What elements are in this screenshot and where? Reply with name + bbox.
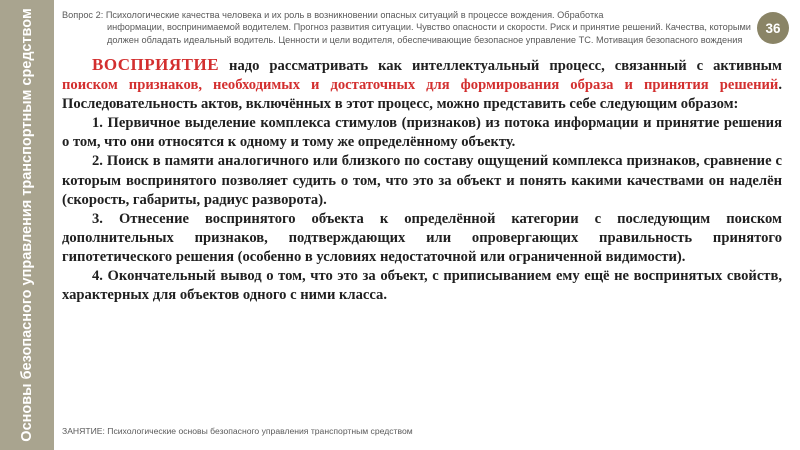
- intro-text-b: . Последовательность актов, включённых в этот процесс, можно представить себе следующим образом:: [62, 77, 782, 113]
- sidebar: [0, 0, 54, 450]
- question-line1: Психологические качества человека и их роль в возникновении опасных ситуаций в процессе вождения. Обработка: [105, 10, 604, 20]
- intro-highlight: поиском признаков, необходимых и достаточных для формирования образа и принятия решений: [62, 77, 779, 94]
- step-item-4: 4. Окончательный вывод о том, что это за объект, с приписыванием ему ещё не воспринятых свойств, характерных для объектов одного с ними класса.: [62, 268, 782, 304]
- question-header: [62, 9, 752, 46]
- step-item-2: 2. Поиск в памяти аналогичного или близкого по составу ощущений комплекса признаков, сравнение с которым воспринятого позволяет судить о том, что это за объект и понять какими качествами он наделён (скорость, габариты, радиус разворота).: [62, 153, 782, 208]
- footer-label: ЗАНЯТИЕ:: [62, 426, 105, 436]
- question-rest: информации, воспринимаемой водителем. Прогноз развития ситуации. Чувство опасности и скорости. Риск и принятие решений. Качества, которыми должен обладать идеальный водитель. Ценности и цели водителя, обеспечивающие безопасное управление ТС. Мотивация безопасного вождения: [107, 22, 751, 45]
- step-item-3: 3. Отнесение воспринятого объекта к определённой категории с последующим поиском дополнительных признаков, подтверждающих или опровергающих правильность принятого гипотетического решения (особенно в условиях недостаточной или ограниченной видимости).: [62, 210, 782, 265]
- intro-text-a: надо рассматривать как интеллектуальный процесс, связанный с активным: [219, 58, 782, 74]
- question-label: Вопрос 2:: [62, 10, 104, 20]
- slide-number-badge: 36: [757, 12, 789, 44]
- footer: [62, 426, 413, 436]
- term-perception: ВОСПРИЯТИЕ: [92, 55, 220, 74]
- footer-text: Психологические основы безопасного управления транспортным средством: [104, 426, 413, 436]
- sidebar-title: Основы безопасного управления транспортным средством: [19, 8, 35, 442]
- intro-paragraph: [62, 55, 782, 114]
- step-item-1: 1. Первичное выделение комплекса стимулов (признаков) из потока информации и принятие решения о том, что они относятся к одному и тому же определённому объекту.: [62, 115, 782, 151]
- main-content: [62, 55, 782, 305]
